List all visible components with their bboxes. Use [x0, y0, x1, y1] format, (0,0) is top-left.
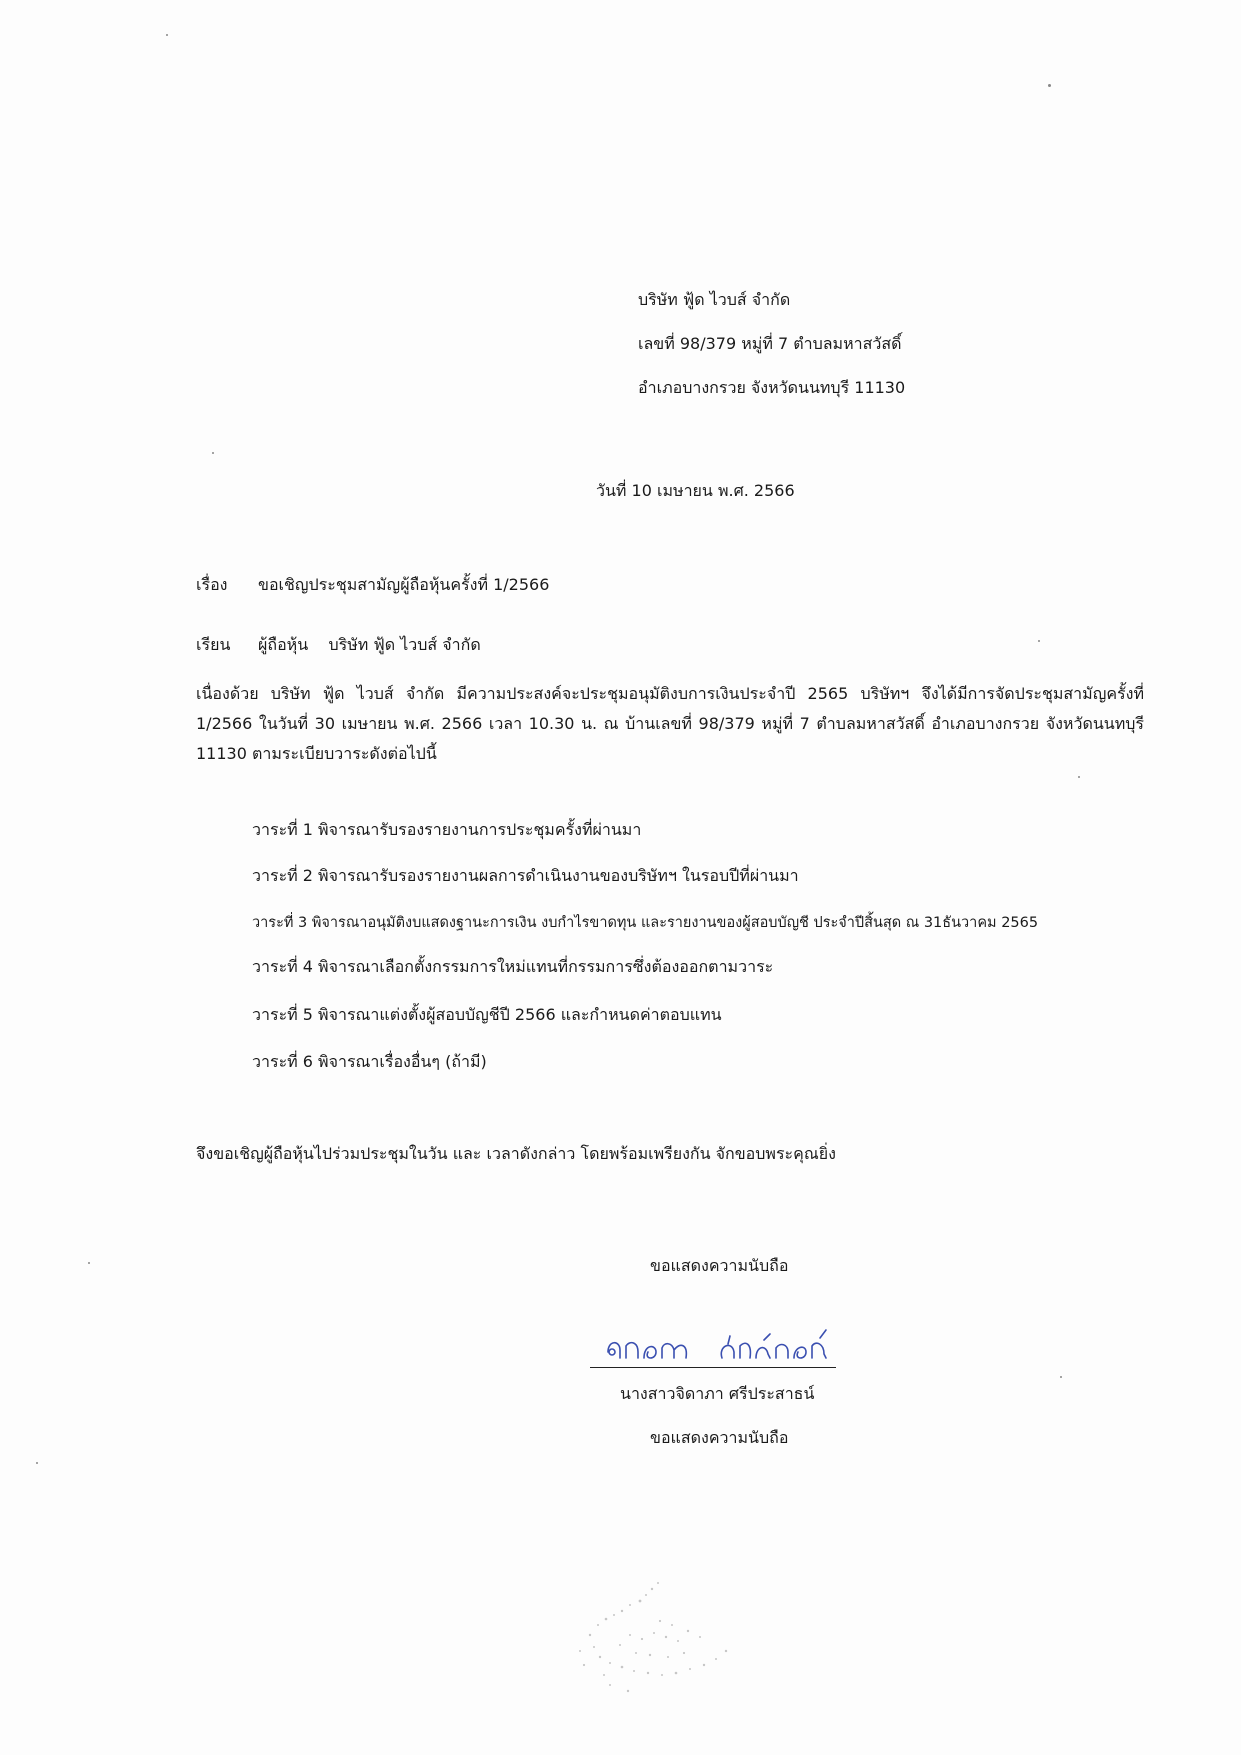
- printed-name: นางสาวจิดาภา ศรีประสาธน์: [620, 1384, 815, 1403]
- scan-speck: [1048, 84, 1051, 87]
- closing-sentence: จึงขอเชิญผู้ถือหุ้นไปร่วมประชุมในวัน และ เวลาดังกล่าว โดยพร้อมเพรียงกัน จักขอบพระคุณยิ่ง: [196, 1144, 836, 1163]
- recipient-label: เรียน: [196, 635, 231, 654]
- address-line-2: อำเภอบางกรวย จังหวัดนนทบุรี 11130: [638, 378, 906, 397]
- handwritten-signature: [600, 1322, 840, 1366]
- recipient-text: ผู้ถือหุ้น บริษัท ฟู้ด ไวบส์ จำกัด: [258, 635, 481, 654]
- company-name: บริษัท ฟู้ด ไวบส์ จำกัด: [638, 290, 791, 309]
- body-paragraph: เนื่องด้วย บริษัท ฟู้ด ไวบส์ จำกัด มีความประสงค์จะประชุมอนุมัติงบการเงินประจำปี 2565 บริษัทฯ จึงได้มีการจัดประชุมสามัญครั้งที่ 1/2566 ในวันที่ 30 เมษายน พ.ศ. 2566 เวลา 10.30 น. ณ บ้านเลขที่ 98/379 หมู่ที่ 7 ตำบลมหาสวัสดิ์ อำเภอบางกรวย จังหวัดนนทบุรี 11130 ตามระเบียบวาระดังต่อไปนี้: [196, 684, 1144, 763]
- scan-speck: [1078, 776, 1080, 778]
- scan-speck: [212, 452, 214, 454]
- scan-speck: [1038, 640, 1040, 642]
- agenda-item-3: วาระที่ 3 พิจารณาอนุมัติงบแสดงฐานะการเงิน งบกำไรขาดทุน และรายงานของผู้สอบบัญชี ประจำปีสิ้นสุด ณ 31ธันวาคม 2565: [252, 915, 1039, 931]
- agenda-item-1: วาระที่ 1 พิจารณารับรองรายงานการประชุมครั้งที่ผ่านมา: [252, 820, 642, 839]
- letter-date: วันที่ 10 เมษายน พ.ศ. 2566: [596, 481, 795, 500]
- agenda-item-5: วาระที่ 5 พิจารณาแต่งตั้งผู้สอบบัญชีปี 2566 และกำหนดค่าตอบแทน: [252, 1005, 722, 1024]
- scan-speck: [1060, 1376, 1062, 1378]
- faded-stamp: [570, 1575, 770, 1705]
- agenda-item-4: วาระที่ 4 พิจารณาเลือกตั้งกรรมการใหม่แทนที่กรรมการซึ่งต้องออกตามวาระ: [252, 957, 774, 976]
- subject-label: เรื่อง: [196, 575, 228, 594]
- subject-text: ขอเชิญประชุมสามัญผู้ถือหุ้นครั้งที่ 1/2566: [258, 575, 550, 594]
- agenda-item-6: วาระที่ 6 พิจารณาเรื่องอื่นๆ (ถ้ามี): [252, 1052, 487, 1071]
- closing-below-name: ขอแสดงความนับถือ: [650, 1428, 789, 1447]
- scan-speck: [36, 1462, 38, 1464]
- complimentary-close: ขอแสดงความนับถือ: [650, 1256, 789, 1275]
- scan-speck: [88, 1262, 90, 1264]
- scan-speck: [166, 34, 168, 36]
- address-line-1: เลขที่ 98/379 หมู่ที่ 7 ตำบลมหาสวัสดิ์: [638, 334, 902, 353]
- agenda-item-2: วาระที่ 2 พิจารณารับรองรายงานผลการดำเนินงานของบริษัทฯ ในรอบปีที่ผ่านมา: [252, 866, 799, 885]
- signature-line: [590, 1367, 836, 1368]
